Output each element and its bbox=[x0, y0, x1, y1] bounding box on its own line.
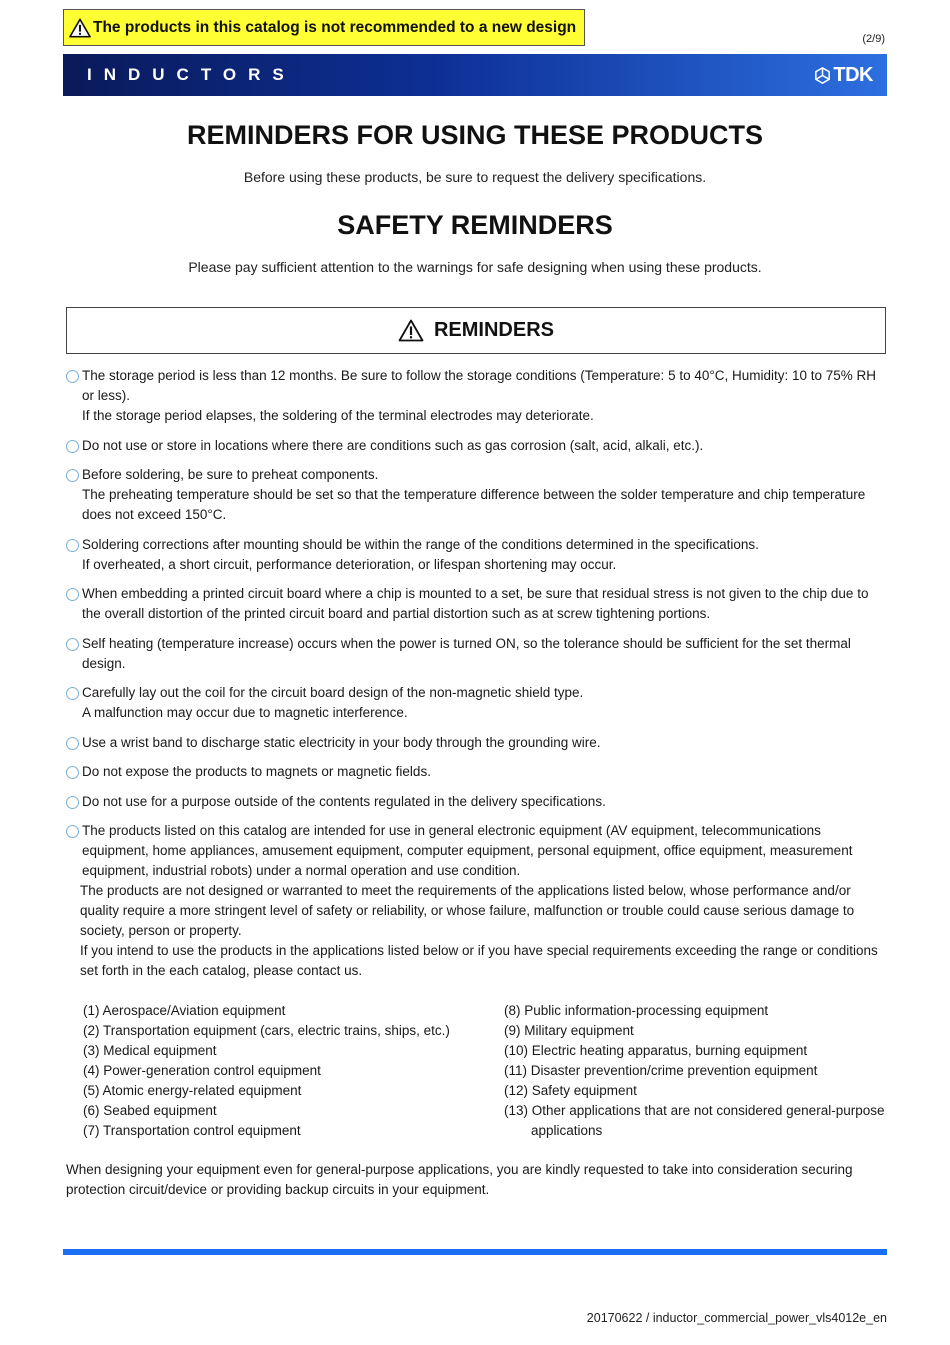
reminder-line: The storage period is less than 12 months. Be sure to follow the storage conditions (Temperature: 5 to 40°C, Humidity: 10 to 75% RH or less). bbox=[82, 368, 877, 403]
applications-column-right bbox=[504, 1001, 886, 1141]
reminder-line: Before soldering, be sure to preheat components. bbox=[82, 467, 379, 482]
closing-paragraph: When designing your equipment even for general-purpose applications, you are kindly requested to take into consideration securing protection circuit/device or providing backup circuits in your equipment. bbox=[66, 1162, 853, 1197]
reminders-header-box bbox=[66, 307, 886, 354]
restricted-applications-list bbox=[83, 1001, 886, 1141]
reminder-line: Do not use for a purpose outside of the contents regulated in the delivery specifications. bbox=[82, 793, 606, 809]
tdk-emblem-icon bbox=[813, 66, 832, 85]
reminder-line: The products listed on this catalog are intended for use in general electronic equipment (AV equipment, telecommunications equipment, home appliances, amusement equipment, computer equipment, personal equipment, office equipment, measurement equipment, industrial robots) under a normal operation and use condition. bbox=[82, 823, 853, 878]
footer-divider bbox=[63, 1249, 887, 1255]
page-subtitle: Before using these products, be sure to request the delivery specifications. bbox=[243, 169, 707, 185]
list-item bbox=[66, 733, 886, 753]
list-item bbox=[66, 535, 886, 575]
application-item: (10) Electric heating apparatus, burning equipment bbox=[504, 1043, 808, 1058]
list-item bbox=[66, 436, 886, 456]
reminder-line: A malfunction may occur due to magnetic interference. bbox=[82, 705, 408, 720]
header-bar bbox=[63, 54, 887, 96]
application-item: (12) Safety equipment bbox=[504, 1083, 637, 1098]
not-recommended-banner bbox=[63, 9, 585, 46]
list-item bbox=[66, 634, 886, 674]
list-item bbox=[66, 465, 886, 525]
application-item: (3) Medical equipment bbox=[83, 1043, 217, 1058]
warning-icon bbox=[398, 319, 424, 342]
application-item: (8) Public information-processing equipment bbox=[504, 1003, 769, 1018]
reminder-line: The products are not designed or warranted to meet the requirements of the applications listed below, whose performance and/or quality require a more stringent level of safety or reliability, or whose failure, malfunction or trouble could cause serious damage to society, person or property. bbox=[80, 883, 855, 938]
circle-bullet-icon bbox=[66, 766, 79, 779]
list-item bbox=[66, 683, 886, 723]
list-item bbox=[66, 792, 886, 812]
list-item bbox=[66, 584, 886, 624]
safety-title: SAFETY REMINDERS bbox=[337, 210, 613, 240]
document-code: 20170622 / inductor_commercial_power_vls4012e_en bbox=[586, 1311, 887, 1325]
circle-bullet-icon bbox=[66, 796, 79, 809]
reminder-line: Do not use or store in locations where there are conditions such as gas corrosion (salt, acid, alkali, etc.). bbox=[82, 437, 704, 453]
page-number: (2/9) bbox=[862, 33, 885, 45]
reminder-line: Use a wrist band to discharge static electricity in your body through the grounding wire. bbox=[82, 734, 601, 750]
reminder-line: When embedding a printed circuit board where a chip is mounted to a set, be sure that residual stress is not given to the chip due to the overall distortion of the printed circuit board and partial distortion such as at screw tightening portions. bbox=[82, 586, 869, 621]
circle-bullet-icon bbox=[66, 469, 79, 482]
application-item: (9) Military equipment bbox=[504, 1023, 634, 1038]
circle-bullet-icon bbox=[66, 825, 79, 838]
application-item: (2) Transportation equipment (cars, electric trains, ships, etc.) bbox=[83, 1023, 450, 1038]
page-title: REMINDERS FOR USING THESE PRODUCTS bbox=[186, 120, 764, 150]
application-item: (4) Power-generation control equipment bbox=[83, 1063, 321, 1078]
applications-column-left bbox=[83, 1001, 504, 1141]
application-item: (7) Transportation control equipment bbox=[83, 1123, 301, 1138]
warning-icon bbox=[69, 18, 91, 38]
reminder-line: If you intend to use the products in the applications listed below or if you have special requirements exceeding the range or conditions set forth in the each catalog, please contact us. bbox=[80, 943, 878, 978]
application-item: (6) Seabed equipment bbox=[83, 1103, 217, 1118]
reminder-line: Carefully lay out the coil for the circuit board design of the non-magnetic shield type. bbox=[82, 685, 584, 700]
category-title: INDUCTORS bbox=[87, 65, 296, 84]
application-item: (1) Aerospace/Aviation equipment bbox=[83, 1003, 286, 1018]
circle-bullet-icon bbox=[66, 370, 79, 383]
banner-text: The products in this catalog is not recommended to a new design bbox=[93, 18, 577, 36]
safety-subtitle: Please pay sufficient attention to the warnings for safe designing when using these products. bbox=[188, 259, 762, 275]
circle-bullet-icon bbox=[66, 440, 79, 453]
reminder-line: The preheating temperature should be set so that the temperature difference between the solder temperature and chip temperature does not exceed 150°C. bbox=[82, 487, 866, 522]
circle-bullet-icon bbox=[66, 687, 79, 700]
application-item: (11) Disaster prevention/crime prevention equipment bbox=[504, 1063, 818, 1078]
application-item: (13) Other applications that are not considered general-purpose applications bbox=[504, 1103, 885, 1138]
circle-bullet-icon bbox=[66, 588, 79, 601]
reminder-line: If the storage period elapses, the soldering of the terminal electrodes may deteriorate. bbox=[82, 408, 594, 423]
tdk-logo-text: TDK bbox=[833, 63, 873, 86]
list-item bbox=[66, 366, 886, 426]
reminder-line: If overheated, a short circuit, performance deterioration, or lifespan shortening may occur. bbox=[82, 556, 617, 572]
reminder-line: Soldering corrections after mounting should be within the range of the conditions determined in the specifications. bbox=[82, 536, 759, 552]
reminder-line: Do not expose the products to magnets or magnetic fields. bbox=[82, 764, 431, 779]
circle-bullet-icon bbox=[66, 539, 79, 552]
list-item bbox=[66, 821, 886, 981]
circle-bullet-icon bbox=[66, 638, 79, 651]
tdk-logo bbox=[813, 64, 873, 87]
application-item: (5) Atomic energy-related equipment bbox=[83, 1083, 302, 1098]
reminders-list bbox=[66, 366, 886, 991]
reminders-label: REMINDERS bbox=[433, 319, 554, 341]
circle-bullet-icon bbox=[66, 737, 79, 750]
list-item bbox=[66, 762, 886, 782]
reminder-line: Self heating (temperature increase) occurs when the power is turned ON, so the tolerance should be sufficient for the set thermal design. bbox=[82, 635, 851, 671]
